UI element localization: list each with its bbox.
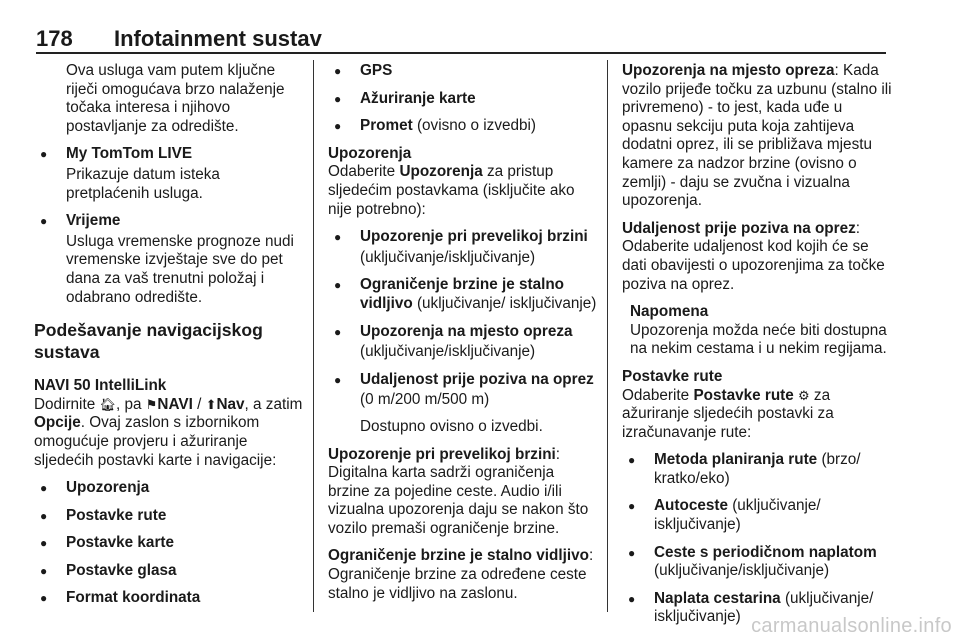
list-item: ● Postavke karte [34,534,304,553]
option-item: ● Naplata cestarina (uključivanje/ isključivanje) [622,590,892,627]
option-item: ● Upozorenja na mjesto opreza (uključivanje/isključivanje) [328,323,598,362]
header-rule [36,52,886,54]
page-number: 178 [36,26,73,51]
column-1 [34,62,304,617]
option-item: ● Udaljenost prije poziva na oprez (0 m/200 m/500 m) Dostupno ovisno o izvedbi. [328,371,598,437]
paragraph: Upozorenje pri prevelikoj brzini: Digitalna karta sadrži ograničenja brzine za pojedine ceste. Audio i/ili vizualna upozorenja daju se nakon što vozilo premaši ograničenje brzine. [328,445,589,537]
option-item: ● Autoceste (uključivanje/ isključivanje) [622,497,892,534]
list-item: ● GPS [328,62,598,81]
nav-arrow-icon: ⬆ [205,396,217,412]
list-item: ● Postavke glasa [34,562,304,581]
list-item: ● Postavke rute [34,507,304,526]
option-item: ● Upozorenje pri prevelikoj brzini (uključivanje/isključivanje) [328,228,598,267]
list-item-title: My TomTom LIVE [66,145,193,163]
option-item: ● Ograničenje brzine je stalno vidljivo (uključivanje/ isključivanje) [328,276,598,313]
subsection-heading: NAVI 50 IntelliLink [34,377,167,395]
note-heading: Napomena [630,303,709,321]
option-item: ● Ceste s periodičnom naplatom (uključivanje/isključivanje) [622,544,892,581]
instruction-paragraph: Odaberite Postavke rute ⚙ za ažuriranje sljedećih postavki za izračunavanje rute: [622,386,834,441]
intro-paragraph: Ova usluga vam putem ključne riječi omogućava brzo nalaženje točaka interesa i njihovo postavljanje za odredište. [66,62,285,135]
instruction-paragraph: Dodirnite 🏠︎, pa ⚑NAVI / ⬆Nav, a zatim Opcije. Ovaj zaslon s izbornikom omogućuje provjeru i ažuriranje sljedećih postavki karte i navigacije: [34,395,303,469]
column-3 [622,62,892,636]
list-item: ● Promet (ovisno o izvedbi) [328,117,598,136]
note-box [630,303,892,359]
home-icon: 🏠︎ [99,396,116,412]
list-item: ● Format koordinata [34,589,304,608]
list-item-desc: Prikazuje datum isteka pretplaćenih usluga. [66,165,220,202]
list-item-desc: Usluga vremenske prognoze nudi vremenske izvještaje sve do pet dana za vaš trenutni položaj i odabrano odredište. [66,232,294,306]
section-heading: Podešavanje navigacijskog sustava [34,320,263,363]
list-item-title: Vrijeme [66,212,121,230]
instruction-paragraph: Odaberite Upozorenja za pristup sljedećim postavkama (isključite ako nije potrebno): [328,163,575,218]
subsection-heading: Postavke rute [622,367,723,385]
option-item: ● Metoda planiranja rute (brzo/ kratko/eko) [622,451,892,488]
list-item-vrijeme [34,212,304,307]
note-text: Upozorenja možda neće biti dostupna na nekim cestama i u nekim regijama. [630,321,887,358]
watermark-logo: carmanualsonline.info [751,615,952,637]
gear-icon: ⚙ [798,387,810,403]
list-item: ● Upozorenja [34,479,304,498]
paragraph: Upozorenja na mjesto opreza: Kada vozilo prijeđe točku za uzbunu (stalno ili privremeno) - to jest, kada uđe u opasnu sekciju puta koja zahtijeva dodatni oprez, ili se približava mjestu kamere za nadzor brzine (ovisno o zemlji) - daju se zvučna i vizualna upozorenja. [622,62,892,210]
column-2 [328,62,598,612]
column-divider-1 [313,60,314,612]
column-divider-2 [607,60,608,612]
paragraph: Udaljenost prije poziva na oprez: Odaberite udaljenost kod kojih će se dati obavijesti o upozorenjima za točke poziva na oprez. [622,219,885,293]
flag-icon: ⚑ [145,396,158,412]
list-item-my-tomtom-live [34,145,304,203]
subsection-heading: Upozorenja [328,144,412,162]
page-title: Infotainment sustav [114,26,322,51]
list-item: ● Ažuriranje karte [328,90,598,109]
page-header [36,26,886,54]
paragraph: Ograničenje brzine je stalno vidljivo: Ograničenje brzine za određene ceste stalno je vidljivo na zaslonu. [328,547,594,602]
